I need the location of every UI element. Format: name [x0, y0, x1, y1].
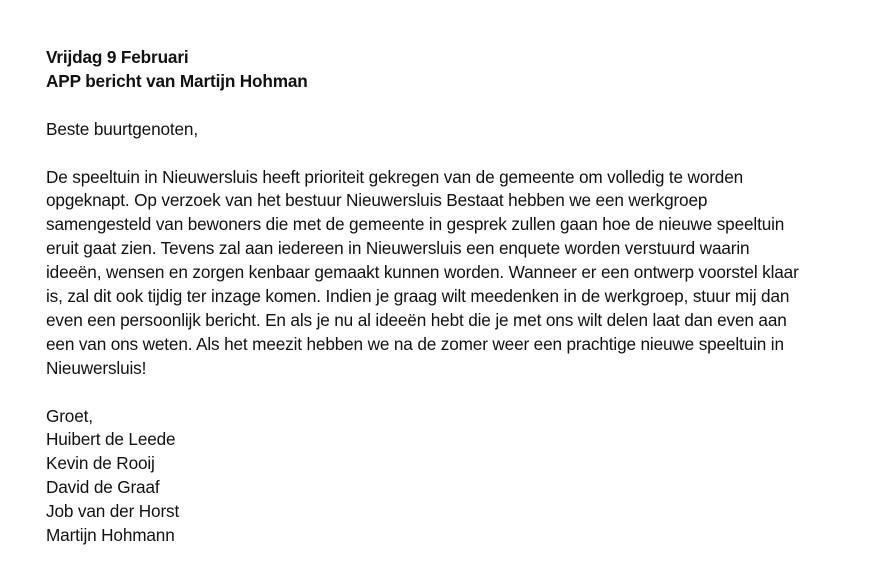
- document-subject: APP bericht van Martijn Hohman: [46, 70, 308, 91]
- signatory-name: Huibert de Leede: [46, 429, 176, 450]
- body-line: samengesteld van bewoners die met de gemeente in gesprek zullen gaan hoe de nieuwe speeltuin: [46, 214, 785, 235]
- body-line: De speeltuin in Nieuwersluis heeft prioriteit gekregen van de gemeente om volledig te worden: [46, 166, 744, 187]
- body-line: Nieuwersluis!: [46, 357, 147, 378]
- signatory-name: Martijn Hohmann: [46, 525, 175, 546]
- body-line: even een persoonlijk bericht. En als je nu al ideeën hebt die je met ons wilt delen laat dan even aan: [46, 309, 787, 330]
- signatory-list: [46, 428, 866, 548]
- signatory-name: Kevin de Rooij: [46, 453, 155, 474]
- body-line: eruit gaat zien. Tevens zal aan iedereen in Nieuwersluis een enquete worden verstuurd waarin: [46, 238, 750, 259]
- signatory-name: Job van der Horst: [46, 501, 180, 522]
- document: [46, 46, 866, 548]
- document-date: Vrijdag 9 Februari: [46, 47, 189, 67]
- signatory-name: David de Graaf: [46, 477, 160, 498]
- spacer: [46, 142, 866, 166]
- spacer: [46, 381, 866, 405]
- closing: Groet,: [46, 405, 93, 426]
- spacer: [46, 94, 866, 118]
- body-line: opgeknapt. Op verzoek van het bestuur Nieuwersluis Bestaat hebben we een werkgroep: [46, 190, 708, 211]
- body-line: ideeën, wensen en zorgen kenbaar gemaakt kunnen worden. Wanneer er een ontwerp voorstel klaar: [46, 262, 799, 283]
- body-line: is, zal dit ook tijdig ter inzage komen. Indien je graag wilt meedenken in de werkgroep, stuur mij dan: [46, 286, 790, 307]
- greeting: Beste buurtgenoten,: [46, 118, 198, 139]
- message-body: [46, 166, 866, 381]
- body-line: een van ons weten. Als het meezit hebben we na de zomer weer een prachtige nieuwe speeltuin in: [46, 333, 784, 354]
